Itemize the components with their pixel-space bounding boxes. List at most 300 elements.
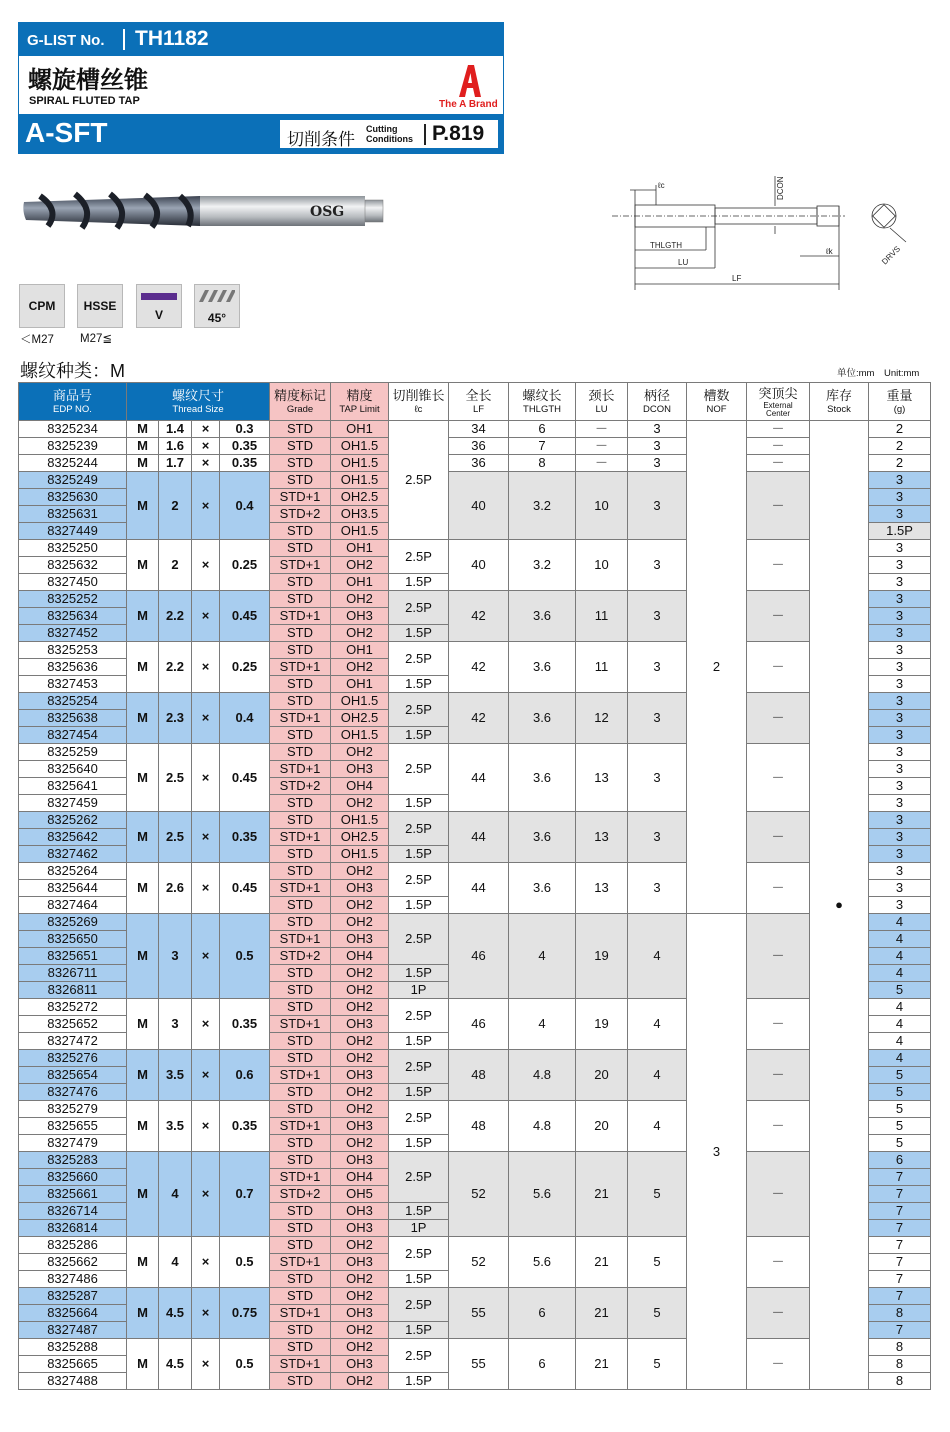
- table-row: [19, 1152, 931, 1169]
- weight-cell: 4: [869, 999, 931, 1016]
- weight-cell: 7: [869, 1237, 931, 1254]
- thread-diameter-cell: 2.6: [159, 863, 192, 914]
- tap-limit-cell: OH1: [331, 421, 389, 438]
- grade-cell: STD+1: [270, 489, 331, 506]
- thlgth-cell: 8: [509, 455, 576, 472]
- a-brand-logo-icon: [457, 63, 483, 99]
- thread-diameter-cell: 1.6: [159, 438, 192, 455]
- tap-limit-cell: OH2: [331, 1271, 389, 1288]
- grade-cell: STD+1: [270, 1254, 331, 1271]
- table-row: [19, 1050, 931, 1067]
- grade-cell: STD: [270, 1271, 331, 1288]
- grade-cell: STD: [270, 1203, 331, 1220]
- weight-cell: 8: [869, 1373, 931, 1390]
- chamfer-cell: 2.5P: [389, 744, 449, 795]
- weight-cell: 7: [869, 1186, 931, 1203]
- chamfer-cell: 1.5P: [389, 897, 449, 914]
- edp-cell: 8326814: [19, 1220, 127, 1237]
- edp-cell: 8327476: [19, 1084, 127, 1101]
- edp-cell: 8327487: [19, 1322, 127, 1339]
- col-thlgth: [509, 383, 576, 421]
- weight-cell: 3: [869, 608, 931, 625]
- weight-cell: 3: [869, 540, 931, 557]
- weight-cell: 6: [869, 1152, 931, 1169]
- thlgth-cell: 3.6: [509, 744, 576, 812]
- thread-diameter-cell: 2: [159, 472, 192, 540]
- thlgth-cell: 5.6: [509, 1237, 576, 1288]
- weight-cell: 3: [869, 812, 931, 829]
- thread-x-cell: ×: [192, 540, 220, 591]
- edp-cell: 8327488: [19, 1373, 127, 1390]
- thread-m-cell: M: [127, 1237, 159, 1288]
- dcon-cell: 4: [628, 1101, 687, 1152]
- chamfer-cell: 1.5P: [389, 676, 449, 693]
- lf-cell: 42: [449, 693, 509, 744]
- lu-cell: 11: [576, 642, 628, 693]
- thread-x-cell: ×: [192, 1050, 220, 1101]
- tap-limit-cell: OH3: [331, 1220, 389, 1237]
- table-row: [19, 863, 931, 880]
- grade-cell: STD: [270, 727, 331, 744]
- lf-cell: 44: [449, 812, 509, 863]
- badge-helix-45: [194, 284, 240, 328]
- edp-cell: 8325253: [19, 642, 127, 659]
- lu-cell: 19: [576, 999, 628, 1050]
- weight-cell: 3: [869, 489, 931, 506]
- thread-pitch-cell: 0.45: [220, 744, 270, 812]
- thread-x-cell: ×: [192, 812, 220, 863]
- col-nof: [687, 383, 747, 421]
- col-edp: [19, 383, 127, 421]
- table-row: [19, 421, 931, 438]
- thread-m-cell: M: [127, 1050, 159, 1101]
- external-center-cell: －: [747, 1152, 810, 1237]
- tap-limit-cell: OH3: [331, 931, 389, 948]
- tap-limit-cell: OH2: [331, 1373, 389, 1390]
- tap-limit-cell: OH1.5: [331, 472, 389, 489]
- chamfer-cell: 2.5P: [389, 863, 449, 897]
- thread-diameter-cell: 2.5: [159, 744, 192, 812]
- tap-limit-cell: OH2.5: [331, 710, 389, 727]
- tap-limit-cell: OH4: [331, 948, 389, 965]
- thread-m-cell: M: [127, 472, 159, 540]
- grade-cell: STD+1: [270, 659, 331, 676]
- lf-cell: 34: [449, 421, 509, 438]
- col-lf-cn: 全长: [465, 387, 492, 403]
- tap-limit-cell: OH3: [331, 1016, 389, 1033]
- grade-cell: STD+1: [270, 1067, 331, 1084]
- weight-cell: 3: [869, 642, 931, 659]
- weight-cell: 4: [869, 1016, 931, 1033]
- weight-cell: 7: [869, 1254, 931, 1271]
- chamfer-cell: 2.5P: [389, 693, 449, 727]
- tap-limit-cell: OH2: [331, 982, 389, 999]
- table-row: [19, 591, 931, 608]
- badge-v-label: V: [154, 308, 163, 322]
- dcon-cell: 5: [628, 1237, 687, 1288]
- thread-pitch-cell: 0.5: [220, 914, 270, 999]
- weight-cell: 3: [869, 897, 931, 914]
- thread-diameter-cell: 2: [159, 540, 192, 591]
- thread-x-cell: ×: [192, 455, 220, 472]
- thlgth-cell: 3.6: [509, 863, 576, 914]
- edp-cell: 8325288: [19, 1339, 127, 1356]
- unit-note: 单位:mm Unit:mm: [837, 368, 920, 379]
- grade-cell: STD: [270, 1339, 331, 1356]
- grade-cell: STD: [270, 676, 331, 693]
- edp-cell: 8325262: [19, 812, 127, 829]
- lu-cell: 20: [576, 1101, 628, 1152]
- table-row: [19, 540, 931, 557]
- dcon-cell: 5: [628, 1339, 687, 1390]
- chamfer-cell: 2.5P: [389, 914, 449, 965]
- col-thl-en: THLGTH: [523, 403, 562, 415]
- label-dcon: DCON: [776, 176, 785, 200]
- edp-cell: 8325630: [19, 489, 127, 506]
- thread-pitch-cell: 0.35: [220, 438, 270, 455]
- col-thread: [127, 383, 270, 421]
- lu-cell: 19: [576, 914, 628, 999]
- grade-cell: STD: [270, 914, 331, 931]
- col-dcon-cn: 柄径: [644, 387, 671, 403]
- grade-cell: STD: [270, 982, 331, 999]
- badge-cpm: [19, 284, 65, 328]
- label-drvs: DRVS: [880, 244, 903, 267]
- edp-cell: 8325272: [19, 999, 127, 1016]
- thread-type-title: 螺纹种类：M: [20, 361, 125, 381]
- thread-pitch-cell: 0.4: [220, 472, 270, 540]
- lf-cell: 55: [449, 1339, 509, 1390]
- conditions-en-1: Cutting: [366, 124, 398, 134]
- col-lu: [576, 383, 628, 421]
- edp-cell: 8325642: [19, 829, 127, 846]
- lf-cell: 52: [449, 1152, 509, 1237]
- grade-cell: STD: [270, 523, 331, 540]
- grade-cell: STD+1: [270, 931, 331, 948]
- grade-cell: STD+1: [270, 880, 331, 897]
- thread-pitch-cell: 0.35: [220, 812, 270, 863]
- tap-limit-cell: OH3: [331, 1203, 389, 1220]
- badge-cpm-sub: ＜M27: [20, 334, 54, 346]
- thread-x-cell: ×: [192, 693, 220, 744]
- table-header-row: [19, 383, 931, 421]
- thread-diameter-cell: 4: [159, 1237, 192, 1288]
- grade-cell: STD+1: [270, 1118, 331, 1135]
- nof-cell: 2: [687, 421, 747, 914]
- tap-limit-cell: OH2: [331, 999, 389, 1016]
- edp-cell: 8325640: [19, 761, 127, 778]
- external-center-cell: －: [747, 540, 810, 591]
- thread-pitch-cell: 0.35: [220, 999, 270, 1050]
- thread-pitch-cell: 0.7: [220, 1152, 270, 1237]
- lu-cell: 11: [576, 591, 628, 642]
- weight-cell: 4: [869, 1050, 931, 1067]
- grade-cell: STD: [270, 540, 331, 557]
- tap-limit-cell: OH2: [331, 557, 389, 574]
- col-stock-cn: 库存: [826, 387, 853, 403]
- tap-limit-cell: OH3: [331, 880, 389, 897]
- grade-cell: STD: [270, 795, 331, 812]
- badge-hsse: [77, 284, 123, 328]
- weight-cell: 2: [869, 438, 931, 455]
- dcon-cell: 4: [628, 1050, 687, 1101]
- thread-pitch-cell: 0.45: [220, 863, 270, 914]
- chamfer-cell: 2.5P: [389, 812, 449, 846]
- edp-cell: 8327462: [19, 846, 127, 863]
- lu-cell: 13: [576, 744, 628, 812]
- grade-cell: STD+2: [270, 506, 331, 523]
- edp-cell: 8325664: [19, 1305, 127, 1322]
- grade-cell: STD+1: [270, 1356, 331, 1373]
- grade-cell: STD+1: [270, 761, 331, 778]
- grade-cell: STD: [270, 812, 331, 829]
- col-edp-en: EDP NO.: [53, 403, 92, 415]
- col-chamfer: [389, 383, 449, 421]
- tap-limit-cell: OH2: [331, 965, 389, 982]
- weight-cell: 7: [869, 1288, 931, 1305]
- external-center-cell: －: [747, 421, 810, 438]
- dcon-cell: 3: [628, 591, 687, 642]
- dcon-cell: 3: [628, 421, 687, 438]
- thread-m-cell: M: [127, 999, 159, 1050]
- edp-cell: 8325250: [19, 540, 127, 557]
- chamfer-cell: 2.5P: [389, 1152, 449, 1203]
- col-limit-en: TAP Limit: [339, 403, 380, 415]
- thread-diameter-cell: 1.4: [159, 421, 192, 438]
- tap-limit-cell: OH2: [331, 591, 389, 608]
- lf-cell: 46: [449, 999, 509, 1050]
- edp-cell: 8327486: [19, 1271, 127, 1288]
- grade-cell: STD: [270, 1050, 331, 1067]
- weight-cell: 3: [869, 778, 931, 795]
- tap-limit-cell: OH1: [331, 676, 389, 693]
- col-dcon-en: DCON: [643, 403, 671, 415]
- tap-limit-cell: OH1: [331, 642, 389, 659]
- weight-cell: 3: [869, 727, 931, 744]
- col-grade-en: Grade: [286, 403, 314, 415]
- edp-cell: 8327452: [19, 625, 127, 642]
- tap-limit-cell: OH1.5: [331, 455, 389, 472]
- grade-cell: STD: [270, 472, 331, 489]
- tap-limit-cell: OH2: [331, 1237, 389, 1254]
- weight-cell: 8: [869, 1305, 931, 1322]
- chamfer-cell: 2.5P: [389, 1101, 449, 1135]
- weight-cell: 4: [869, 931, 931, 948]
- weight-cell: 3: [869, 693, 931, 710]
- external-center-cell: －: [747, 1237, 810, 1288]
- dcon-cell: 3: [628, 693, 687, 744]
- thread-pitch-cell: 0.3: [220, 421, 270, 438]
- lf-cell: 48: [449, 1101, 509, 1152]
- cutting-conditions-link[interactable]: [279, 119, 499, 149]
- thread-m-cell: M: [127, 540, 159, 591]
- thread-pitch-cell: 0.25: [220, 642, 270, 693]
- table-row: [19, 438, 931, 455]
- weight-cell: 7: [869, 1271, 931, 1288]
- thlgth-cell: 6: [509, 1288, 576, 1339]
- col-thread-cn: 螺纹尺寸: [172, 387, 225, 403]
- thread-m-cell: M: [127, 1101, 159, 1152]
- weight-cell: 8: [869, 1356, 931, 1373]
- chamfer-cell: 1.5P: [869, 523, 931, 540]
- thlgth-cell: 4: [509, 999, 576, 1050]
- chamfer-cell: 2.5P: [389, 1237, 449, 1271]
- edp-cell: 8325651: [19, 948, 127, 965]
- edp-cell: 8327450: [19, 574, 127, 591]
- label-lc: ℓc: [658, 181, 665, 190]
- thread-x-cell: ×: [192, 1152, 220, 1237]
- chamfer-cell: 1.5P: [389, 1322, 449, 1339]
- weight-cell: 3: [869, 761, 931, 778]
- dcon-cell: 4: [628, 999, 687, 1050]
- weight-cell: 8: [869, 1339, 931, 1356]
- thread-diameter-cell: 1.7: [159, 455, 192, 472]
- weight-cell: 3: [869, 880, 931, 897]
- tap-limit-cell: OH3.5: [331, 506, 389, 523]
- badge-cpm-label: CPM: [28, 299, 56, 313]
- tap-limit-cell: OH2: [331, 625, 389, 642]
- weight-cell: 4: [869, 1033, 931, 1050]
- lf-cell: 44: [449, 863, 509, 914]
- lu-cell: 10: [576, 540, 628, 591]
- table-row: [19, 693, 931, 710]
- tap-limit-cell: OH1.5: [331, 438, 389, 455]
- external-center-cell: －: [747, 812, 810, 863]
- lf-cell: 40: [449, 540, 509, 591]
- thread-m-cell: M: [127, 744, 159, 812]
- grade-cell: STD: [270, 1135, 331, 1152]
- edp-cell: 8325655: [19, 1118, 127, 1135]
- table-row: [19, 999, 931, 1016]
- edp-cell: 8326714: [19, 1203, 127, 1220]
- lu-cell: －: [576, 455, 628, 472]
- external-center-cell: －: [747, 693, 810, 744]
- thread-m-cell: M: [127, 421, 159, 438]
- edp-cell: 8327464: [19, 897, 127, 914]
- edp-cell: 8325634: [19, 608, 127, 625]
- edp-cell: 8325252: [19, 591, 127, 608]
- thread-x-cell: ×: [192, 1101, 220, 1152]
- thread-diameter-cell: 3: [159, 999, 192, 1050]
- weight-cell: 3: [869, 591, 931, 608]
- edp-cell: 8327479: [19, 1135, 127, 1152]
- conditions-page: P.819: [432, 122, 485, 145]
- thread-pitch-cell: 0.35: [220, 1101, 270, 1152]
- spec-table-body: [19, 421, 931, 1390]
- series-bar: [19, 114, 503, 154]
- external-center-cell: －: [747, 642, 810, 693]
- lf-cell: 48: [449, 1050, 509, 1101]
- thread-m-cell: M: [127, 591, 159, 642]
- thread-m-cell: M: [127, 455, 159, 472]
- edp-cell: 8325641: [19, 778, 127, 795]
- grade-cell: STD: [270, 965, 331, 982]
- lu-cell: 10: [576, 472, 628, 540]
- thread-x-cell: ×: [192, 591, 220, 642]
- weight-cell: 3: [869, 472, 931, 489]
- label-lu: LU: [678, 258, 689, 267]
- col-grade-cn: 精度标记: [274, 387, 327, 403]
- thread-diameter-cell: 3.5: [159, 1101, 192, 1152]
- conditions-en-2: Conditions: [366, 134, 413, 144]
- thread-m-cell: M: [127, 914, 159, 999]
- tap-limit-cell: OH3: [331, 761, 389, 778]
- tap-limit-cell: OH3: [331, 1118, 389, 1135]
- grade-cell: STD: [270, 455, 331, 472]
- thread-x-cell: ×: [192, 744, 220, 812]
- table-row: [19, 1101, 931, 1118]
- thlgth-cell: 3.6: [509, 591, 576, 642]
- series-name: A-SFT: [25, 117, 108, 148]
- product-header: [18, 22, 504, 154]
- chamfer-cell: 1P: [389, 982, 449, 999]
- weight-cell: 3: [869, 795, 931, 812]
- lf-cell: 36: [449, 455, 509, 472]
- conditions-en: [366, 124, 413, 144]
- tap-limit-cell: OH2: [331, 914, 389, 931]
- edp-cell: 8325283: [19, 1152, 127, 1169]
- table-row: [19, 472, 931, 489]
- glist-label: G-LIST No.: [27, 32, 105, 49]
- weight-cell: 5: [869, 982, 931, 999]
- chamfer-cell: 2.5P: [389, 1288, 449, 1322]
- grade-cell: STD: [270, 1033, 331, 1050]
- table-row: [19, 1237, 931, 1254]
- edp-cell: 8325644: [19, 880, 127, 897]
- dcon-cell: 5: [628, 1152, 687, 1237]
- thlgth-cell: 4: [509, 914, 576, 999]
- thread-x-cell: ×: [192, 438, 220, 455]
- label-lk: ℓk: [826, 247, 833, 256]
- grade-cell: STD+1: [270, 1169, 331, 1186]
- external-center-cell: －: [747, 591, 810, 642]
- thread-diameter-cell: 3.5: [159, 1050, 192, 1101]
- edp-cell: 8325244: [19, 455, 127, 472]
- chamfer-cell: 1.5P: [389, 846, 449, 863]
- thread-x-cell: ×: [192, 1237, 220, 1288]
- thread-x-cell: ×: [192, 914, 220, 999]
- tap-limit-cell: OH1.5: [331, 693, 389, 710]
- lu-cell: 13: [576, 863, 628, 914]
- weight-cell: 4: [869, 914, 931, 931]
- tap-limit-cell: OH3: [331, 1152, 389, 1169]
- thread-x-cell: ×: [192, 863, 220, 914]
- lu-cell: 21: [576, 1237, 628, 1288]
- edp-cell: 8327459: [19, 795, 127, 812]
- external-center-cell: －: [747, 1050, 810, 1101]
- thread-m-cell: M: [127, 863, 159, 914]
- thread-pitch-cell: 0.35: [220, 455, 270, 472]
- col-grade: [270, 383, 331, 421]
- conditions-cn: 切削条件: [287, 130, 355, 149]
- grade-cell: STD: [270, 846, 331, 863]
- chamfer-cell: 1.5P: [389, 1084, 449, 1101]
- thread-m-cell: M: [127, 1152, 159, 1237]
- edp-cell: 8327454: [19, 727, 127, 744]
- col-dcon: [628, 383, 687, 421]
- grade-cell: STD: [270, 438, 331, 455]
- col-chamfer-cn: 切削锥长: [392, 387, 445, 403]
- col-nof-cn: 槽数: [703, 387, 730, 403]
- edp-cell: 8325662: [19, 1254, 127, 1271]
- edp-cell: 8325661: [19, 1186, 127, 1203]
- grade-cell: STD: [270, 1220, 331, 1237]
- dcon-cell: 3: [628, 812, 687, 863]
- col-ext: [747, 383, 810, 421]
- chamfer-cell: 2.5P: [389, 1050, 449, 1084]
- thread-x-cell: ×: [192, 472, 220, 540]
- col-nof-en: NOF: [706, 403, 727, 415]
